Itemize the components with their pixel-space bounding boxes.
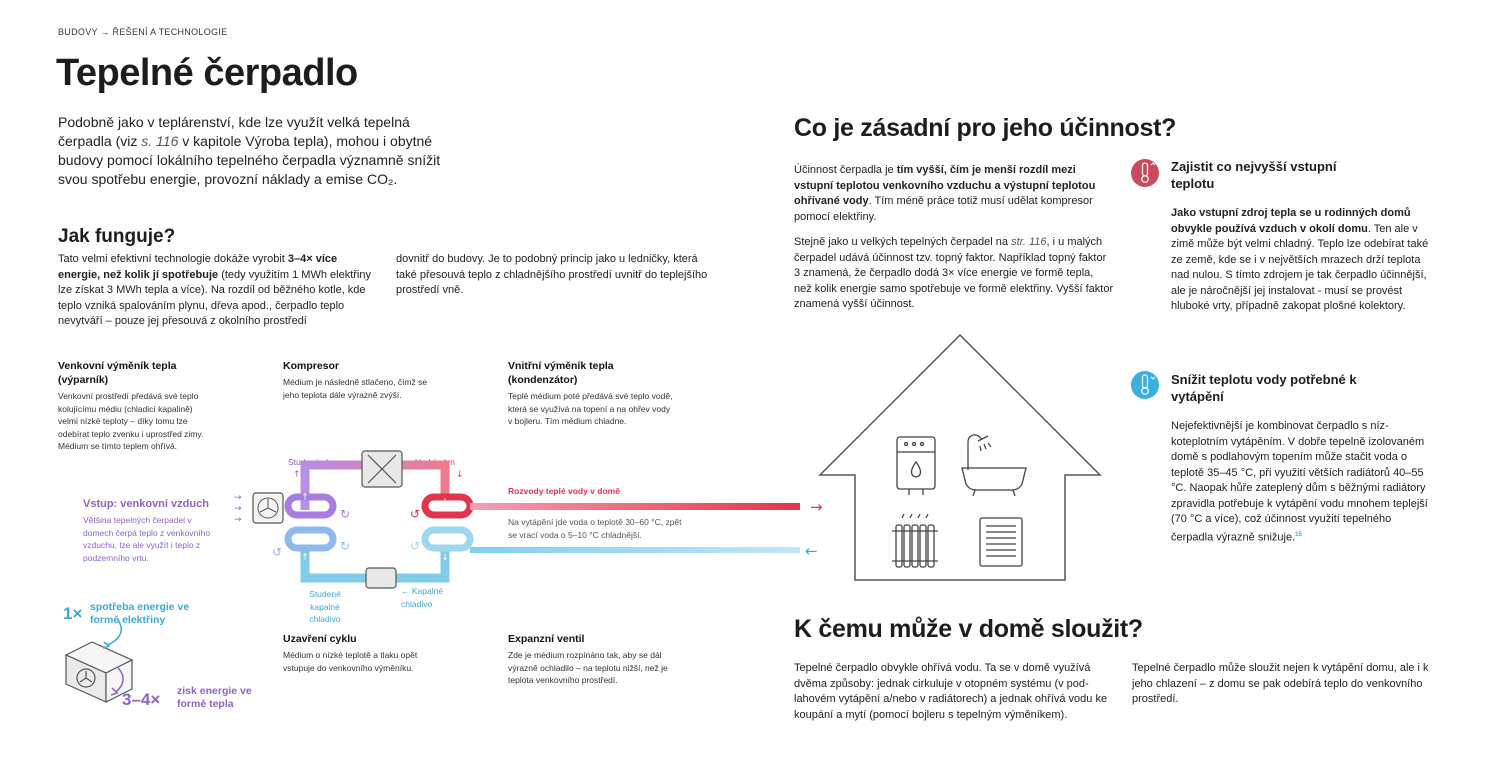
svg-text:→: → bbox=[234, 504, 242, 514]
valve-title: Expanzní ventil bbox=[508, 633, 585, 645]
hot-water-pipe bbox=[470, 503, 800, 510]
expansion-valve-icon bbox=[366, 568, 396, 588]
return-water-pipe bbox=[470, 547, 800, 553]
thermometer-high-icon bbox=[1131, 159, 1159, 187]
hot-gas-label: → Horký plyn bbox=[404, 457, 456, 467]
hot-water-label: Rozvody teplé vody v domě bbox=[508, 486, 620, 496]
svg-text:↻: ↻ bbox=[340, 507, 351, 521]
input-text: Většina tepelných čerpadel v domech čerpá teplo z venkovního vzduchu, lze ale využít i teplo z podzemního vrtu. bbox=[83, 515, 211, 563]
page-reference[interactable]: s. 116 bbox=[141, 133, 179, 149]
evaporator-coil-lower bbox=[288, 530, 333, 548]
svg-text:↓: ↓ bbox=[456, 470, 464, 480]
how-heading: Jak funguje? bbox=[58, 226, 176, 247]
breadcrumb: BUDOVY → ŘEŠENÍ A TECHNOLOGIE bbox=[58, 27, 228, 37]
svg-text:↺: ↺ bbox=[272, 545, 283, 559]
efficiency-paragraph-1: Účinnost čerpadla je tím vyšší, čím je menší rozdíl mezi vstupní teplotou venkovního vzduchu a výstupní teplotou ohřívané vody. Tím méně práce totiž musí udělat kompresor pomocí elektřiny. bbox=[794, 164, 1096, 223]
condenser-coil-lower bbox=[425, 530, 470, 548]
input-title: Vstup: venkovní vzduch bbox=[83, 498, 209, 510]
ratio-out-number: 3–4× bbox=[122, 690, 161, 709]
boiler-icon bbox=[897, 437, 935, 495]
how-paragraph-2: dovnitř do budovy. Je to podobný princip jako u ledničky, která také přesouvá teplo z chladnějšího prostředí uvnitř do teplejšího prostředí vně. bbox=[396, 253, 708, 296]
cold-gas-label: Studený plyn bbox=[288, 457, 338, 467]
page-reference[interactable]: str. 116 bbox=[1011, 236, 1047, 248]
svg-text:→: → bbox=[234, 515, 242, 525]
compressor-text: Médium je následně stlačeno, čímž se jeho teplota dále výrazně zvýší. bbox=[283, 377, 428, 400]
svg-text:↓: ↓ bbox=[441, 498, 449, 508]
page-title: Tepelné čerpadlo bbox=[56, 52, 358, 94]
evaporator-title: Venkovní výměník tepla (výparník) bbox=[58, 360, 177, 386]
tip-2-text: Nejefektivnější je kombinovat čerpadlo s nízkoteplotním vytápěním. V dobře tepelně izolovaném domě s podlahovým topením může stačit voda o teplotě 35–45 °C, při využití větších radiátorů 40–55 °C. Naopak hůře zateplený dům s běžnými radiátory zpravidla potřebuje k vytápění vodu mnohem teplejší (70 °C a více), což účinnost využití tepelného čerpadla výrazně snižuje.$^{15}$ bbox=[1171, 420, 1428, 544]
ratio-in-number: 1× bbox=[63, 604, 83, 623]
condenser-title: Vnitřní výměník tepla (kondenzátor) bbox=[508, 360, 614, 386]
efficiency-heading: Co je zásadní pro jeho účinnost? bbox=[794, 114, 1177, 142]
evaporator-coil-upper bbox=[288, 497, 333, 515]
usage-paragraph-2: Tepelné čerpadlo může sloužit nejen k vytápění domu, ale i k jeho chlazení – z domu se pak odebírá teplo do venkovního prostředí. bbox=[1132, 662, 1429, 705]
ratio-in-text: spotřeba energie ve formě elektřiny bbox=[90, 601, 190, 626]
how-paragraph-1: Tato velmi efektivní technologie dokáže vyrobit 3–4× více energie, než kolik jí spotřebuje (tedy využitím 1 MWh elektřiny lze získat 3 MWh tepla a více). Na rozdíl od běžného kotle, kde teplo vzniká spalováním plynu, dřeva apod., čerpadlo teplo nevytváří – pouze jej přesouvá z okolního prostředí bbox=[58, 253, 371, 327]
house-outline bbox=[820, 335, 1100, 580]
footnote-marker[interactable]: 15 bbox=[1295, 531, 1302, 538]
outdoor-fan-icon bbox=[253, 493, 283, 523]
cold-liquid-label: Studené kapalné chladivo bbox=[309, 589, 341, 624]
valve-text: Zde je médium rozpínáno tak, aby se dál výrazně ochladilo – na teplotu nižší, než je teplota venkovního prostředí. bbox=[508, 650, 668, 685]
usage-paragraph-1: Tepelné čerpadlo obvykle ohřívá vodu. Ta se v domě využívá dvěma způsoby: jednak cirkuluje v otopném systému (v podlahovém vytápění a/nebo v radiátorech) a jednak ohřívá vodu ke koupání a mytí (pomocí bojleru s tepelným výměníkem). bbox=[794, 662, 1108, 721]
evaporator-text: Venkovní prostředí předává své teplo kolujícímu médiu (chladicí kapalině) velmi nízké teploty – díky tomu lze odebírat teplo zvenku i uprostřed zimy. Médium se tímto teplem ohřívá. bbox=[58, 391, 204, 451]
cycle-text: Médium o nízké teplotě a tlaku opět vstupuje do venkovního výměníku. bbox=[283, 650, 418, 673]
svg-text:↑: ↑ bbox=[301, 553, 309, 563]
svg-text:↓: ↓ bbox=[441, 553, 449, 563]
water-temp-note: Na vytápění jde voda o teplotě 30–60 °C, zpět se vrací voda o 5–10 °C chladnější. bbox=[508, 517, 682, 540]
tip-1-title: Zajistit co nejvyšší vstupní teplotu bbox=[1171, 159, 1337, 191]
svg-text:↻: ↻ bbox=[340, 539, 351, 553]
svg-text:↺: ↺ bbox=[410, 507, 421, 521]
tip-2-title: Snížit teplotu vody potřebné k vytápění bbox=[1171, 372, 1357, 404]
liquid-label: ← Kapalné chladivo bbox=[401, 586, 444, 609]
svg-text:↑: ↑ bbox=[293, 470, 301, 480]
tip-1-text: Jako vstupní zdroj tepla se u rodinných domů obvykle používá vzduch v okolí domu. Ten ale v zimě může být velmi chladný. Teplo lze odebírat také ze země, kde se i v největších mrazech drží teplota nad nulou. S tímto zdrojem je tak čerpadlo účinnější, ale je náročnější jej instalovat - musí se provést hluboké vrty, případně zakopat plošné kolektory. bbox=[1171, 207, 1429, 312]
floor-heating-icon bbox=[980, 518, 1022, 566]
svg-text:→: → bbox=[234, 493, 242, 503]
compressor-icon bbox=[362, 451, 402, 487]
ratio-out-text: zisk energie ve formě tepla bbox=[177, 685, 252, 710]
radiator-icon bbox=[892, 514, 938, 567]
outdoor-unit-icon bbox=[66, 642, 132, 702]
svg-text:↺: ↺ bbox=[410, 539, 421, 553]
efficiency-paragraph-2: Stejně jako u velkých tepelných čerpadel na str. 116, i u malých čerpadel udává účinnost tzv. topný faktor. Například topný faktor 3 znamená, že čerpadlo dodá 3× více energie ve formě tepla, než kolik energie samo spotřebuje ve formě elektřiny. Vyšší faktor znamená vyšší účinnost. bbox=[794, 236, 1114, 310]
bathtub-icon bbox=[962, 435, 1026, 496]
thermometer-low-icon bbox=[1131, 371, 1159, 399]
condenser-text: Teplé médium poté předává své teplo vodě, která se využívá na topení a na ohřev vody v bojleru. Tím médium chladne. bbox=[508, 391, 673, 426]
compressor-title: Kompresor bbox=[283, 360, 340, 372]
cycle-title: Uzavření cyklu bbox=[283, 633, 357, 645]
svg-text:←: ← bbox=[805, 542, 818, 560]
svg-text:↑: ↑ bbox=[301, 493, 309, 503]
usage-heading: K čemu může v domě sloužit? bbox=[794, 615, 1143, 643]
svg-text:→: → bbox=[810, 498, 823, 516]
intro-paragraph: Podobně jako v teplárenství, kde lze využít velká tepelná čerpadla (viz s. 116 v kapitole Výroba tepla), mohou i obytné budovy pomocí lokálního tepelného čerpadla významně snížit svou spotřebu energie, provozní náklady a emise CO₂. bbox=[58, 114, 441, 187]
